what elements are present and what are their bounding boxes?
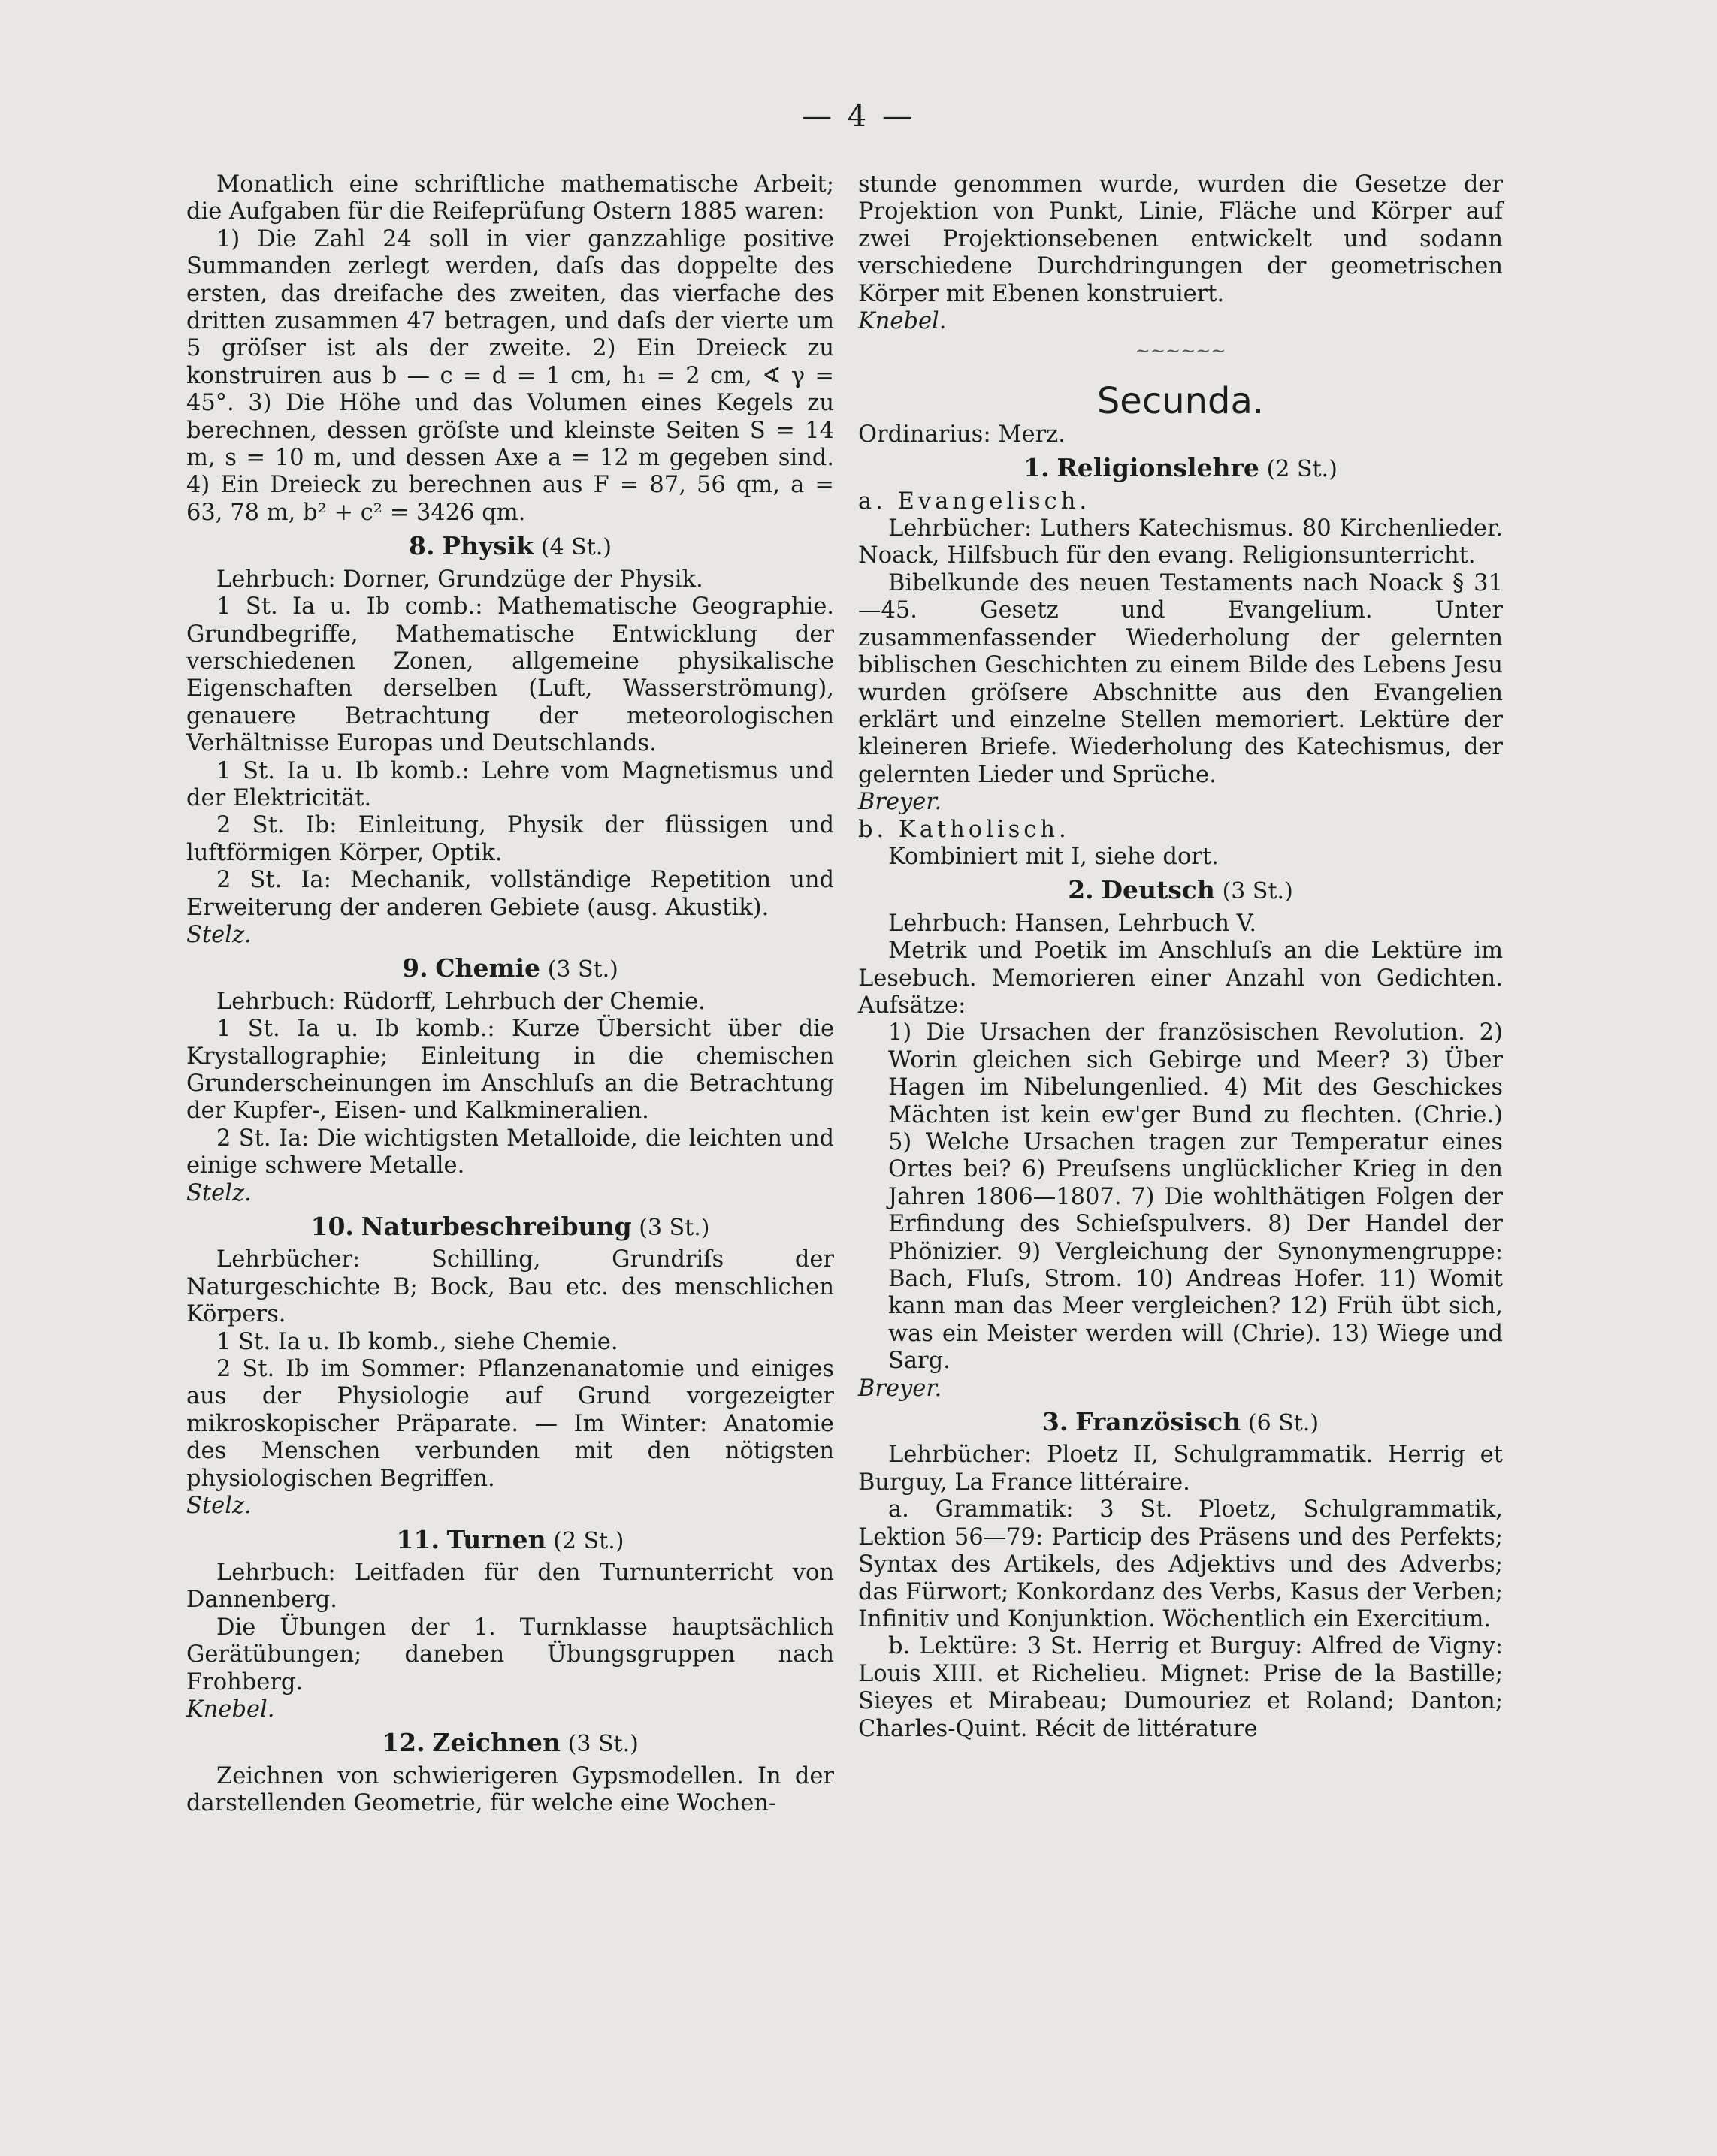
page-number: — 4 — [802, 99, 915, 134]
teacher-signature: Knebel. [186, 1696, 275, 1723]
textbook-line: Lehrbuch: Rüdorff, Lehrbuch der Chemie. [216, 988, 706, 1015]
section-hours: (3 St.) [639, 1215, 710, 1242]
section-title: Turnen [446, 1524, 546, 1554]
subheading-katholisch: b. Katholisch. [858, 816, 1070, 843]
section-number: 8. [408, 531, 435, 561]
section-hours: (2 St.) [553, 1527, 624, 1554]
teacher-signature: Stelz. [186, 1179, 252, 1206]
teacher-signature: Breyer. [858, 1375, 942, 1402]
paragraph: 2 St. Ib im Sommer: Pflanzenanatomie und einiges aus der Physiologie auf Grund vorgezeigter mikroskopischer Präparate. — Im Winter: Anatomie des Menschen verbunden mit den nötigsten physiologischen Begriffen. [186, 1356, 834, 1492]
section-heading-chemie [186, 955, 834, 983]
paragraph: Bibelkunde des neuen Testaments nach Noack § 31—45. Gesetz und Evangelium. Unter zusammenfassender Wiederholung der gelernten biblischen Geschichten zu einem Bilde des Lebens Jesu wurden gröſsere Abschnitte aus den Evangelien erklärt und einzelne Stellen memoriert. Lektüre der kleineren Briefe. Wiederholung des Katechismus, der gelernten Lieder und Sprüche. [858, 569, 1503, 788]
section-heading-zeichnen [186, 1729, 834, 1758]
section-number: 12. [382, 1728, 425, 1758]
section-number: 11. [396, 1524, 440, 1554]
class-title: Secunda. [1096, 380, 1265, 423]
textbook-line: Lehrbücher: Ploetz II, Schulgrammatik. Herrig et Burguy, La France littéraire. [858, 1442, 1503, 1496]
textbook-line: Lehrbücher: Schilling, Grundriſs der Naturgeschichte B; Bock, Bau etc. des menschlichen Körpers. [186, 1246, 834, 1328]
paragraph: Metrik und Poetik im Anschluſs an die Lektüre im Lesebuch. Memorieren einer Anzahl von Gedichten. Aufsätze: [858, 938, 1503, 1019]
paragraph: Die Übungen der 1. Turnklasse hauptsächlich Gerätübungen; daneben Übungsgruppen nach Frohberg. [186, 1614, 834, 1696]
teacher-signature: Knebel. [858, 308, 947, 335]
section-title: Religionslehre [1056, 453, 1259, 483]
textbook-line: Lehrbuch: Leitfaden für den Turnunterricht von Dannenberg. [186, 1559, 834, 1614]
paragraph: 1 St. Ia u. Ib komb.: Lehre vom Magnetismus und der Elektricität. [186, 757, 834, 811]
right-column [858, 171, 1503, 1743]
section-number: 2. [1068, 875, 1094, 905]
section-hours: (4 St.) [540, 534, 612, 561]
section-title: Naturbeschreibung [361, 1212, 632, 1242]
paragraph: 2 St. Ia: Die wichtigsten Metalloide, die leichten und einige schwere Metalle. [186, 1125, 834, 1179]
section-heading-naturbeschreibung [186, 1213, 834, 1242]
paragraph: 2 St. Ib: Einleitung, Physik der flüssigen und luftförmigen Körper, Optik. [186, 812, 834, 866]
paragraph: Zeichnen von schwierigeren Gypsmodellen. In der darstellenden Geometrie, für welche eine Wochen- [186, 1762, 834, 1817]
section-hours: (3 St.) [1222, 878, 1293, 905]
section-hours: (2 St.) [1266, 456, 1338, 483]
paragraph: a. Grammatik: 3 St. Ploetz, Schulgrammatik, Lektion 56—79: Particip des Präsens und des Perfekts; Syntax des Artikels, des Adjektivs und des Adverbs; das Fürwort; Konkordanz des Verbs, Kasus der Verben; Infinitiv und Konjunktion. Wöchentlich ein Exercitium. [858, 1496, 1503, 1632]
section-number: 9. [402, 953, 428, 983]
section-title: Französisch [1075, 1407, 1241, 1437]
section-heading-turnen [186, 1526, 834, 1555]
paragraph: 1 St. Ia u. Ib komb.: Kurze Übersicht über die Krystallographie; Einleitung in die chemischen Grunderscheinungen im Anschluſs an die Betrachtung der Kupfer-, Eisen- und Kalkmineralien. [186, 1016, 834, 1125]
section-number: 3. [1041, 1407, 1069, 1437]
section-hours: (3 St.) [567, 1731, 639, 1758]
continued-paragraph: stunde genommen wurde, wurden die Gesetze der Projektion von Punkt, Linie, Fläche und Körper auf zwei Projektionsebenen entwickelt und sodann verschiedene Durchdringungen der geometrischen Körper mit Ebenen konstruiert. [858, 171, 1503, 307]
section-title: Deutsch [1101, 875, 1215, 905]
section-title: Zeichnen [432, 1728, 561, 1758]
section-number: 1. [1023, 453, 1050, 483]
paragraph: 1 St. Ia u. Ib komb., siehe Chemie. [216, 1328, 618, 1355]
paragraph: 1 St. Ia u. Ib comb.: Mathematische Geographie. Grundbegriffe, Mathematische Entwicklung der verschiedenen Zonen, allgemeine physikalische Eigenschaften derselben (Luft, Wasserströmung), genauere Betrachtung der meteorologischen Verhältnisse Europas und Deutschlands. [186, 593, 834, 757]
math-intro: Monatlich eine schriftliche mathematische Arbeit; die Aufgaben für die Reifeprüfung Ostern 1885 waren: [186, 171, 834, 225]
paragraph: 2 St. Ia: Mechanik, vollständige Repetition und Erweiterung der anderen Gebiete (ausg. Akustik). [186, 867, 834, 921]
subheading-evangelisch: a. Evangelisch. [858, 488, 1091, 515]
essay-list: 1) Die Ursachen der französischen Revolution. 2) Worin gleichen sich Gebirge und Meer? 3) Über Hagen im Nibelungenlied. 4) Mit des Geschickes Mächten ist kein ew'ger Bund zu flechten. (Chrie.) 5) Welche Ursachen tragen zur Temperatur eines Ortes bei? 6) Preuſsens unglücklicher Krieg in den Jahren 1806—1807. 7) Die wohlthätigen Folgen der Erfindung des Schieſspulvers. 8) Der Handel der Phönizier. 9) Vergleichung der Synonymengruppe: Bach, Fluſs, Strom. 10) Andreas Hofer. 11) Womit kann man das Meer vergleichen? 12) Früh übt sich, was ein Meister werden will (Chrie). 13) Wiege und Sarg. [888, 1019, 1503, 1375]
teacher-signature: Breyer. [858, 789, 942, 816]
section-number: 10. [310, 1212, 354, 1242]
section-title: Physik [442, 531, 534, 561]
left-column [186, 171, 834, 1818]
section-hours: (3 St.) [547, 956, 618, 983]
textbook-line: Lehrbuch: Hansen, Lehrbuch V. [888, 910, 1257, 937]
textbook-line: Lehrbuch: Dorner, Grundzüge der Physik. [216, 566, 703, 593]
section-hours: (6 St.) [1247, 1410, 1319, 1437]
section-heading-deutsch [858, 877, 1503, 905]
paragraph: b. Lektüre: 3 St. Herrig et Burguy: Alfred de Vigny: Louis XIII. et Richelieu. Mignet: Prise de la Bastille; Sieyes et Mirabeau; Dumouriez et Roland; Danton; Charles-Quint. Récit de littérature [858, 1633, 1503, 1742]
section-heading-physik [186, 533, 834, 561]
section-heading-religion [858, 454, 1503, 483]
separator-ornament: ~~~~~~ [1135, 340, 1226, 362]
textbook-line: Lehrbücher: Luthers Katechismus. 80 Kirchenlieder. Noack, Hilfsbuch für den evang. Religionsunterricht. [858, 515, 1503, 569]
ordinarius-line: Ordinarius: Merz. [858, 421, 1066, 448]
section-title: Chemie [435, 953, 540, 983]
teacher-signature: Stelz. [186, 1493, 252, 1520]
math-tasks: 1) Die Zahl 24 soll in vier ganzzahlige positive Summanden zerlegt werden, daſs das doppelte des ersten, das dreifache des zweiten, das vierfache des dritten zusammen 47 betragen, und daſs der vierte um 5 gröſser ist als der zweite. 2) Ein Dreieck zu konstruiren aus b — c = d = 1 cm, h₁ = 2 cm, ∢ γ = 45°. 3) Die Höhe und das Volumen eines Kegels zu berechnen, dessen gröſste und kleinste Seiten S = 14 m, s = 10 m, und dessen Axe a = 12 m gegeben sind. 4) Ein Dreieck zu berechnen aus F = 87, 56 qm, a = 63, 78 m, b² + c² = 3426 qm. [186, 225, 834, 526]
section-heading-franzoesisch [858, 1409, 1503, 1437]
teacher-signature: Stelz. [186, 921, 252, 948]
paragraph: Kombiniert mit I, siehe dort. [888, 843, 1219, 870]
